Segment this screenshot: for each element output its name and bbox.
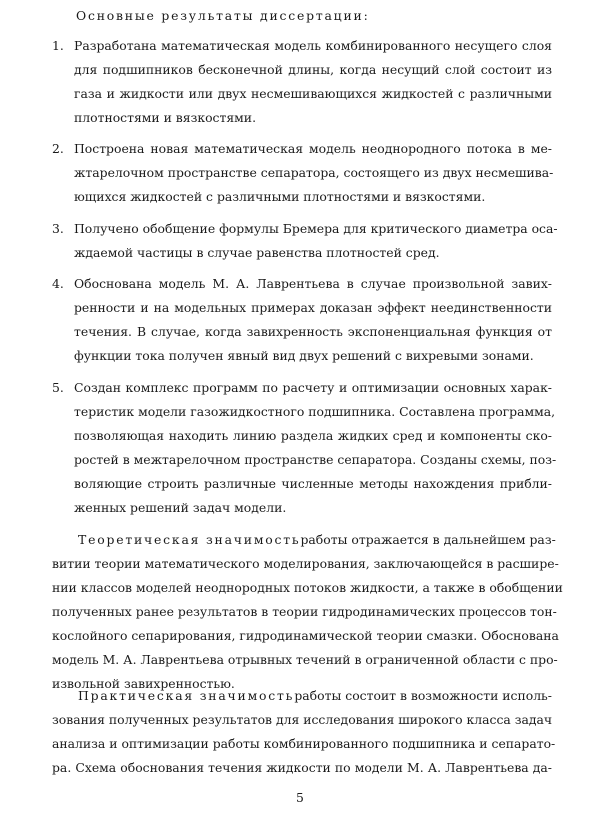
item-line: плотностями и вязкостями. <box>74 110 257 125</box>
practical-lead: Практическая значимость <box>78 688 295 703</box>
item-line: для подшипников бесконечной длины, когда несущий слой состоит из <box>74 62 552 77</box>
theoretical-lead: Теоретическая значимость <box>78 532 301 547</box>
section-heading: Основные результаты диссертации: <box>76 8 370 23</box>
item-line: ющихся жидкостей с различными плотностями и вязкостями. <box>74 189 486 204</box>
item-number: 2. <box>52 141 64 156</box>
paragraph-line: модель М. А. Лаврентьева отрывных течений в ограниченной области с про- <box>52 652 558 667</box>
item-line: газа и жидкости или двух несмешивающихся жидкостей с различными <box>74 86 552 101</box>
paragraph-line: анализа и оптимизации работы комбинированного подшипника и сепарато- <box>52 736 556 751</box>
item-line: течения. В случае, когда завихренность экспоненциальная функция от <box>74 324 552 339</box>
item-line: Разработана математическая модель комбинированного несущего слоя <box>74 38 552 53</box>
paragraph-line: извольной завихренностью. <box>52 676 235 691</box>
paragraph-first-line-rest: работы отражается в дальнейшем раз- <box>300 532 556 547</box>
item-number: 3. <box>52 221 64 236</box>
item-line: ждаемой частицы в случае равенства плотностей сред. <box>74 245 440 260</box>
item-line: женных решений задач модели. <box>74 500 287 515</box>
item-line: Получено обобщение формулы Бремера для критического диаметра оса- <box>74 221 558 236</box>
paragraph-line: полученных ранее результатов в теории гидродинамических процессов тон- <box>52 604 557 619</box>
item-line: Создан комплекс программ по расчету и оптимизации основных харак- <box>74 380 552 395</box>
paragraph-line: ра. Схема обоснования течения жидкости по модели М. А. Лаврентьева да- <box>52 760 552 775</box>
item-line: жтарелочном пространстве сепаратора, состоящего из двух несмешива- <box>74 165 554 180</box>
item-line: позволяющая находить линию раздела жидких сред и компоненты ско- <box>74 428 552 443</box>
paragraph-line: нии классов моделей неоднородных потоков жидкости, а также в обобщении <box>52 580 563 595</box>
paragraph-line: кослойного сепарирования, гидродинамической теории смазки. Обоснована <box>52 628 559 643</box>
paragraph-line: зования полученных результатов для исследования широкого класса задач <box>52 712 553 727</box>
item-line: ростей в межтарелочном пространстве сепаратора. Созданы схемы, поз- <box>74 452 557 467</box>
paragraph-line: витии теории математического моделирования, заключающейся в расшире- <box>52 556 559 571</box>
item-line: воляющие строить различные численные методы нахождения прибли- <box>74 476 552 491</box>
item-number: 4. <box>52 276 64 291</box>
page-number: 5 <box>296 790 304 805</box>
paragraph-first-line <box>78 532 556 548</box>
item-line: функции тока получен явный вид двух решений с вихревыми зонами. <box>74 348 534 363</box>
item-line: Обоснована модель М. А. Лаврентьева в случае произвольной завих- <box>74 276 552 291</box>
item-number: 5. <box>52 380 64 395</box>
item-line: теристик модели газожидкостного подшипника. Составлена программа, <box>74 404 556 419</box>
item-line: ренности и на модельных примерах доказан эффект неединственности <box>74 300 552 315</box>
paragraph-first-line <box>78 688 552 704</box>
paragraph-first-line-rest: работы состоит в возможности исполь- <box>294 688 552 703</box>
item-number: 1. <box>52 38 64 53</box>
item-line: Построена новая математическая модель неоднородного потока в ме- <box>74 141 552 156</box>
